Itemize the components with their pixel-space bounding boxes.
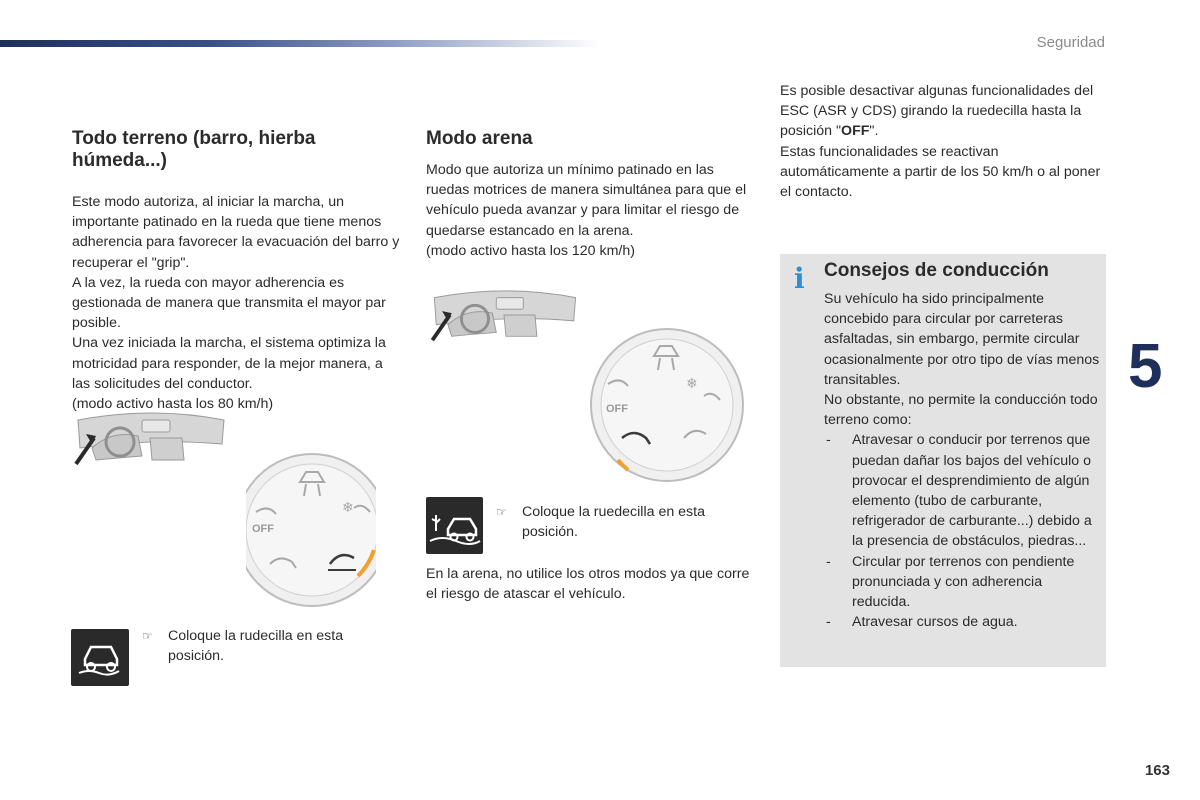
tip-list-item: - Circular por terrenos con pendiente pronunciada y con adherencia reducida. [824, 552, 1104, 613]
sand-warning-text: En la arena, no utilice los otros modos ya que corre el riesgo de atascar el vehículo. [426, 566, 750, 603]
tip-list [824, 430, 1104, 632]
tip-paragraph: Su vehículo ha sido principalmente concebido para circular por carreteras asfaltadas, sin embargo, permite circular ocasionalmente por otro tipo de vías menos transitables. [824, 291, 1100, 388]
driving-tips-title: Consejos de conducción [824, 260, 1049, 281]
info-icon: i [794, 262, 805, 295]
esc-intro-text: Es posible desactivar algunas funcionalidades del ESC (ASR y CDS) girando la ruedecilla hasta la posición " [780, 83, 1094, 140]
esc-info [780, 81, 1110, 202]
page-number: 163 [1144, 762, 1170, 779]
mud-instruction [142, 626, 382, 666]
esc-intro-end: ". [869, 123, 879, 140]
mud-mode-icon [71, 629, 129, 686]
tip-list-item: - Atravesar cursos de agua. [824, 612, 1104, 632]
mud-mode-section [72, 128, 402, 414]
mud-mode-paragraph: Una vez iniciada la marcha, el sistema optimiza la motricidad para responder, de la mejor manera, a las solicitudes del conductor. [72, 335, 386, 392]
sand-mode-paragraph: Modo que autoriza un mínimo patinado en las ruedas motrices de manera simultánea para que el vehículo pueda avanzar y para limitar el riesgo de quedarse estancado en la arena. [426, 162, 747, 239]
sand-mode-title: Modo arena [426, 128, 533, 149]
svg-text:❄: ❄ [342, 500, 354, 516]
mode-selector-dial [246, 452, 376, 608]
driving-tips-body [824, 289, 1104, 632]
pointing-hand-icon: ☞ [496, 505, 507, 519]
esc-reactivation: Estas funcionalidades se reactivan automáticamente a partir de los 50 km/h o al poner el contacto. [780, 143, 1101, 201]
mode-selector-dial [588, 326, 746, 484]
dial-off-label: OFF [252, 523, 274, 535]
mud-mode-paragraph: Este modo autoriza, al iniciar la marcha, un importante patinado en la rueda que tiene menos adherencia para favorecer la evacuación del barro y recuperar el "grip". [72, 194, 400, 271]
dashboard-illustration [428, 286, 580, 346]
sand-instruction [496, 502, 736, 542]
svg-text:❄: ❄ [686, 376, 698, 392]
mud-mode-paragraph: (modo activo hasta los 80 km/h) [72, 396, 274, 413]
section-title: Seguridad [1036, 34, 1105, 51]
tip-paragraph: No obstante, no permite la conducción todo terreno como: [824, 392, 1098, 429]
tip-list-item: - Atravesar o conducir por terrenos que puedan dañar los bajos del vehículo o provocar el desprendimiento de algún elemento (tubo de carburante, refrigerador de carburante...) debido a la presencia de obstáculos, piedras... [824, 430, 1104, 551]
header-gradient-bar [0, 40, 600, 47]
off-keyword: OFF [841, 123, 870, 140]
mud-mode-paragraph: A la vez, la rueda con mayor adherencia es gestionada de manera que transmita el mayor par posible. [72, 274, 386, 332]
mud-instruction-text: Coloque la rudecilla en esta posición. [168, 628, 344, 665]
sand-mode-section [426, 128, 756, 261]
pointing-hand-icon: ☞ [142, 629, 153, 643]
sand-mode-paragraph: (modo activo hasta los 120 km/h) [426, 242, 635, 259]
mud-mode-title: Todo terreno (barro, hierba húmeda...) [72, 128, 316, 171]
sand-warning [426, 564, 756, 604]
chapter-number: 5 [1128, 332, 1163, 401]
sand-mode-icon [426, 497, 483, 554]
dashboard-illustration [72, 408, 228, 470]
esc-intro [780, 81, 1110, 142]
sand-instruction-text: Coloque la ruedecilla en esta posición. [522, 504, 705, 541]
driving-tips-box [780, 254, 1106, 667]
dial-off-label: OFF [606, 403, 628, 415]
